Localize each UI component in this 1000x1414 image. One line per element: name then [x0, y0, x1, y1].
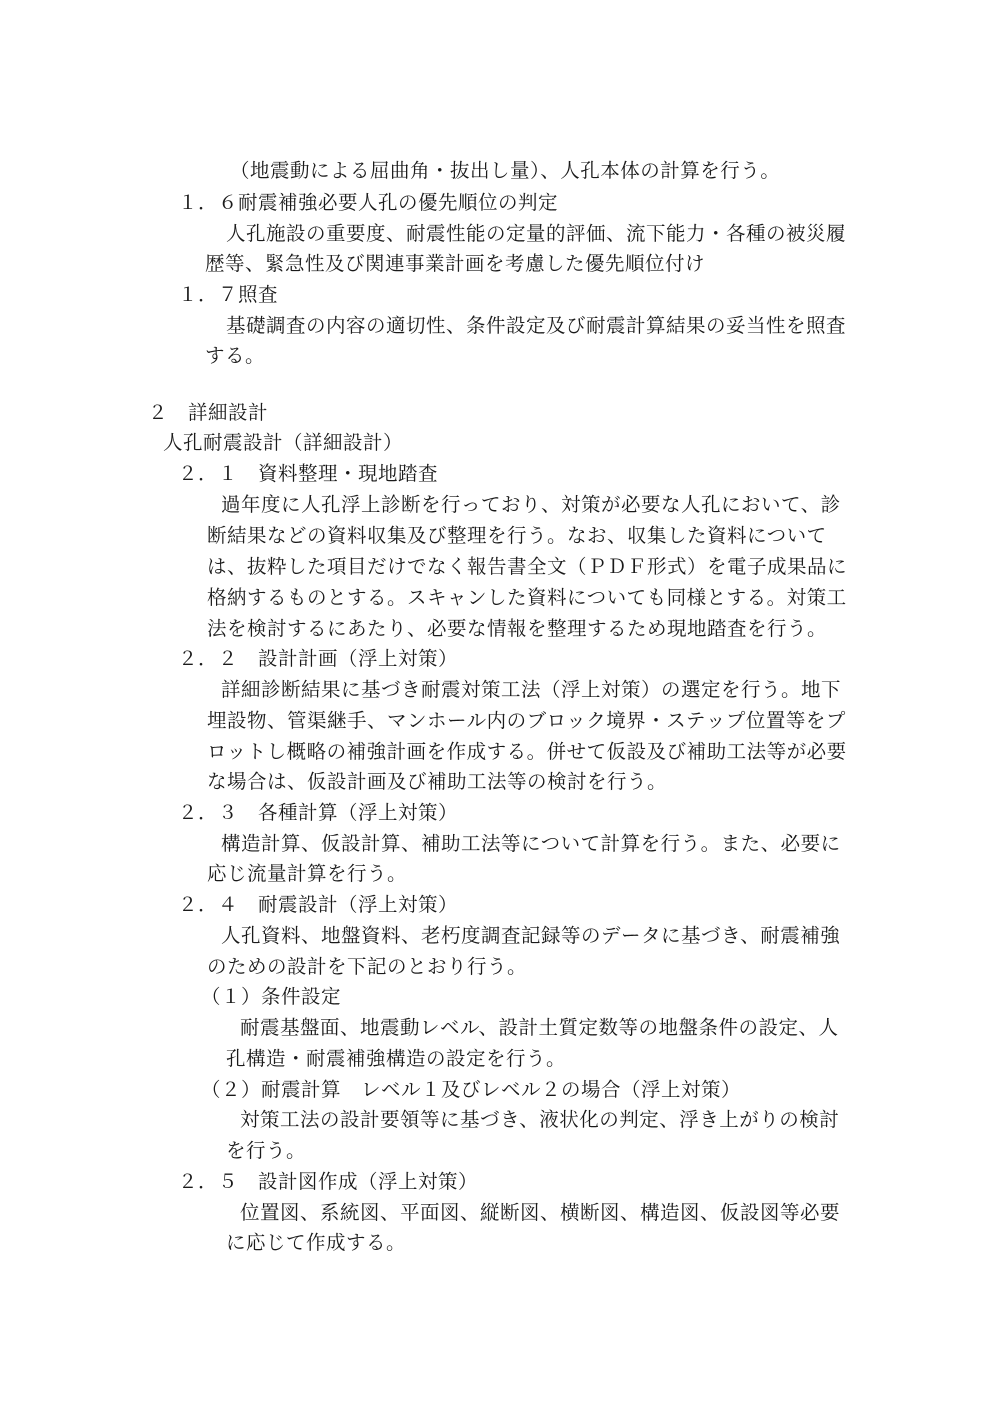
chapter-heading-2: ２ 詳細設計 — [148, 401, 269, 424]
paragraph-line: 詳細診断結果に基づき耐震対策工法（浮上対策）の選定を行う。地下 — [221, 678, 842, 701]
paragraph-line: 埋設物、管渠継手、マンホール内のブロック境界・ステップ位置等をプ — [207, 709, 846, 732]
section-heading-2-5: ２．５ 設計図作成（浮上対策） — [178, 1170, 479, 1193]
section-heading-2-3: ２．３ 各種計算（浮上対策） — [178, 801, 459, 824]
paragraph-line: な場合は、仮設計画及び補助工法等の検討を行う。 — [207, 770, 668, 793]
paragraph-line: する。 — [205, 344, 266, 367]
paragraph-line: 位置図、系統図、平面図、縦断図、横断図、構造図、仮設図等必要 — [240, 1201, 841, 1224]
subtitle-manhole-design: 人孔耐震設計（詳細設計） — [163, 431, 404, 454]
paragraph-line: 歴等、緊急性及び関連事業計画を考慮した優先順位付け — [205, 252, 706, 275]
paragraph-line: 応じ流量計算を行う。 — [207, 862, 408, 885]
paragraph-line: 断結果などの資料収集及び整理を行う。なお、収集した資料について — [207, 524, 827, 547]
section-heading-2-2: ２．２ 設計計画（浮上対策） — [178, 647, 459, 670]
section-heading-2-4: ２．４ 耐震設計（浮上対策） — [178, 893, 459, 916]
paragraph-line: 構造計算、仮設計算、補助工法等について計算を行う。また、必要に — [221, 832, 841, 855]
paragraph-line: 格納するものとする。スキャンした資料についても同様とする。対策工 — [207, 586, 847, 609]
paragraph-line: 法を検討するにあたり、必要な情報を整理するため現地踏査を行う。 — [207, 617, 828, 640]
paragraph-line: 孔構造・耐震補強構造の設定を行う。 — [226, 1047, 567, 1070]
paragraph-line: を行う。 — [226, 1139, 307, 1162]
subsection-heading-1: （１）条件設定 — [201, 985, 342, 1008]
paragraph-line: 人孔施設の重要度、耐震性能の定量的評価、流下能力・各種の被災履 — [226, 222, 847, 245]
paragraph-line: 過年度に人孔浮上診断を行っており、対策が必要な人孔において、診 — [221, 493, 841, 516]
subsection-heading-2: （２）耐震計算 レベル１及びレベル２の場合（浮上対策） — [201, 1078, 742, 1101]
paragraph-line: 耐震基盤面、地震動レベル、設計土質定数等の地盤条件の設定、人 — [240, 1016, 839, 1039]
section-heading-1-6: １．６耐震補強必要人孔の優先順位の判定 — [178, 191, 559, 214]
text-line-calc-continuation: （地震動による屈曲角・抜出し量）、人孔本体の計算を行う。 — [230, 159, 781, 182]
section-heading-2-1: ２．１ 資料整理・現地踏査 — [178, 462, 439, 485]
paragraph-line: に応じて作成する。 — [226, 1231, 407, 1254]
section-heading-1-7: １．７照査 — [178, 283, 279, 306]
paragraph-line: ロットし概略の補強計画を作成する。併せて仮設及び補助工法等が必要 — [207, 740, 847, 763]
paragraph-line: 基礎調査の内容の適切性、条件設定及び耐震計算結果の妥当性を照査 — [226, 314, 847, 337]
paragraph-line: 対策工法の設計要領等に基づき、液状化の判定、浮き上がりの検討 — [240, 1108, 840, 1131]
paragraph-line: のための設計を下記のとおり行う。 — [207, 955, 528, 978]
paragraph-line: 人孔資料、地盤資料、老朽度調査記録等のデータに基づき、耐震補強 — [221, 924, 841, 947]
paragraph-line: は、抜粋した項目だけでなく報告書全文（ＰＤＦ形式）を電子成果品に — [207, 555, 848, 578]
